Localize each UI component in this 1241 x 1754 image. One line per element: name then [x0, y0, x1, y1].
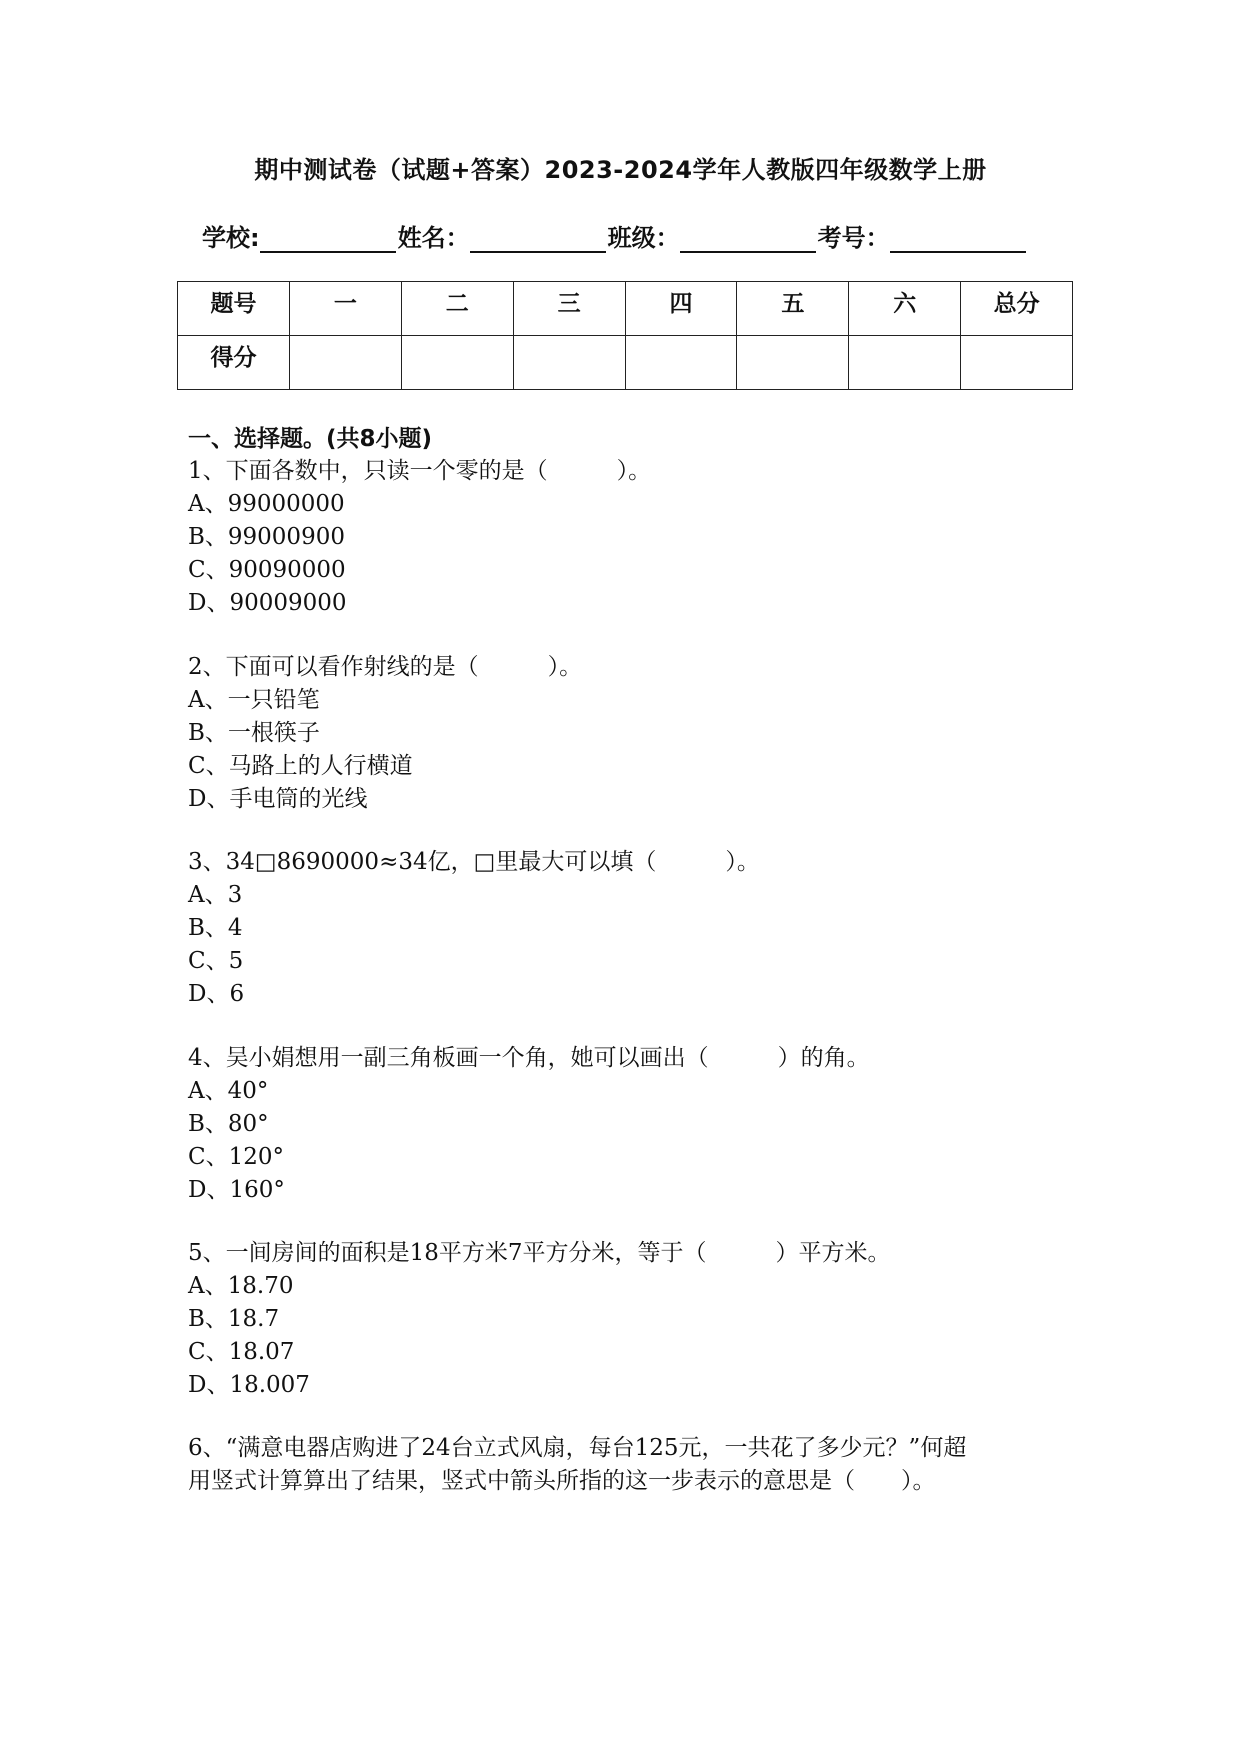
header-cell: 总分 [961, 282, 1073, 336]
name-label: 姓名： [397, 224, 470, 252]
school-label: 学校: [202, 224, 260, 252]
score-cell [401, 336, 513, 390]
score-cell [625, 336, 737, 390]
question-stem: 1、下面各数中，只读一个零的是（ ）。 [188, 458, 652, 484]
question-option: A、3 [188, 882, 243, 908]
question-option: B、一根筷子 [188, 720, 320, 746]
question-option: C、5 [188, 948, 244, 974]
question-option: D、6 [188, 981, 245, 1007]
question-option: D、手电筒的光线 [188, 786, 368, 812]
question-option: C、90090000 [188, 557, 346, 583]
question-stem-continued: 用竖式计算算出了结果，竖式中箭头所指的这一步表示的意思是（ ）。 [188, 1468, 936, 1494]
exam-title: 期中测试卷（试题+答案）2023-2024学年人教版四年级数学上册 [254, 156, 987, 184]
student-info-line [202, 218, 1052, 253]
score-cell [849, 336, 961, 390]
question-stem: 6、“满意电器店购进了24台立式风扇，每台125元，一共花了多少元？”何超 [188, 1435, 967, 1461]
school-blank [260, 229, 396, 253]
header-cell: 六 [849, 282, 961, 336]
question-stem: 3、34□8690000≈34亿，□里最大可以填（ ）。 [188, 849, 760, 875]
question-option: C、18.07 [188, 1339, 295, 1365]
question-option: A、一只铅笔 [188, 687, 320, 713]
header-cell: 四 [625, 282, 737, 336]
class-blank [680, 229, 816, 253]
question-option: C、120° [188, 1144, 284, 1170]
class-label: 班级： [607, 224, 680, 252]
question-option: B、80° [188, 1111, 269, 1137]
question-option: A、99000000 [188, 491, 345, 517]
question-option: D、18.007 [188, 1372, 310, 1398]
score-cell [289, 336, 401, 390]
question-option: B、4 [188, 915, 243, 941]
header-cell: 二 [401, 282, 513, 336]
question-option: B、18.7 [188, 1306, 280, 1332]
question-option: A、18.70 [188, 1273, 294, 1299]
score-cell [961, 336, 1073, 390]
section-title: 一、选择题。(共8小题) [188, 426, 433, 452]
header-cell: 五 [737, 282, 849, 336]
question-option: C、马路上的人行横道 [188, 753, 413, 779]
header-cell: 三 [513, 282, 625, 336]
question-option: B、99000900 [188, 524, 345, 550]
score-table-score-row [178, 336, 1073, 390]
header-cell: 题号 [178, 282, 290, 336]
question-stem: 2、下面可以看作射线的是（ ）。 [188, 654, 583, 680]
question-stem: 4、吴小娟想用一副三角板画一个角，她可以画出（ ）的角。 [188, 1045, 870, 1071]
exam-no-label: 考号： [817, 224, 890, 252]
exam-no-blank [890, 229, 1026, 253]
question-stem: 5、一间房间的面积是18平方米7平方分米，等于（ ）平方米。 [188, 1240, 891, 1266]
question-option: A、40° [188, 1078, 269, 1104]
name-blank [470, 229, 606, 253]
score-cell [737, 336, 849, 390]
score-cell [513, 336, 625, 390]
question-option: D、160° [188, 1177, 285, 1203]
score-table-header-row [178, 282, 1073, 336]
question-option: D、90009000 [188, 590, 347, 616]
header-cell: 一 [289, 282, 401, 336]
score-row-label: 得分 [178, 336, 290, 390]
score-table [177, 281, 1073, 390]
